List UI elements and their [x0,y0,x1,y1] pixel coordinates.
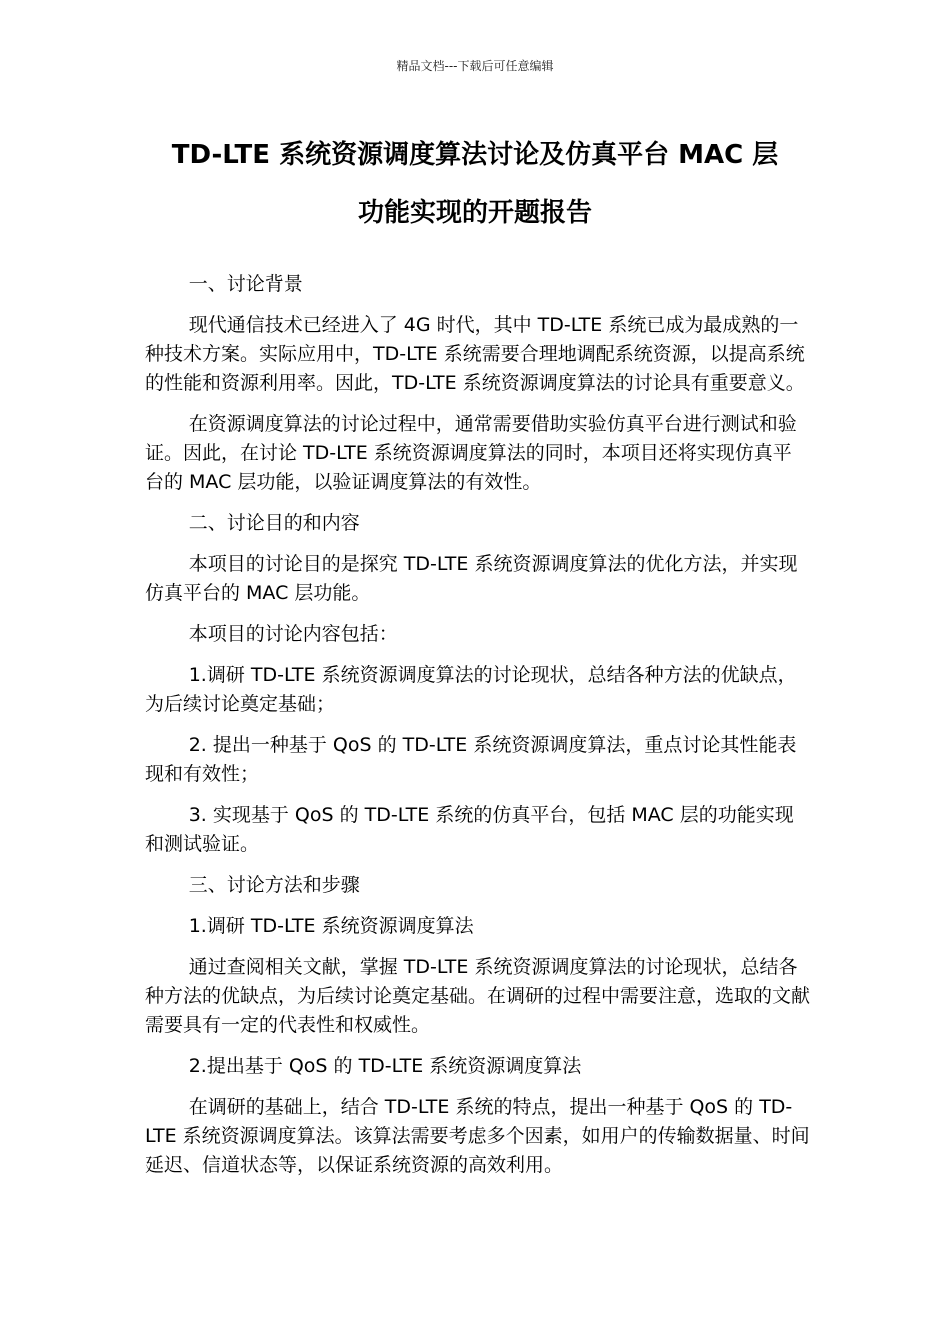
list-item-content-3: 3. 实现基于 QoS 的 TD-LTE 系统的仿真平台，包括 MAC 层的功能实现和测试验证。 [145,804,794,855]
section-heading-goals: 二、讨论目的和内容 [188,512,360,534]
paragraph-step-2: 在调研的基础上，结合 TD-LTE 系统的特点，提出一种基于 QoS 的 TD-LTE 系统资源调度算法。该算法需要考虑多个因素，如用户的传输数据量、时间延迟、信道状态等，以保证系统资源的高效利用。 [145,1096,810,1176]
list-item-content-2: 2. 提出一种基于 QoS 的 TD-LTE 系统资源调度算法，重点讨论其性能表现和有效性； [145,734,797,785]
document-title-line-2: 功能实现的开题报告 [357,198,592,228]
list-item-content-1: 1.调研 TD-LTE 系统资源调度算法的讨论现状，总结各种方法的优缺点，为后续讨论奠定基础； [145,664,797,715]
paragraph-background-1: 现代通信技术已经进入了 4G 时代，其中 TD-LTE 系统已成为最成熟的一种技术方案。实际应用中，TD-LTE 系统需要合理地调配系统资源，以提高系统的性能和资源利用率。因此，TD-LTE 系统资源调度算法的讨论具有重要意义。 [145,314,805,394]
paragraph-background-2: 在资源调度算法的讨论过程中，通常需要借助实验仿真平台进行测试和验证。因此，在讨论 TD-LTE 系统资源调度算法的同时，本项目还将实现仿真平台的 MAC 层功能，以验证调度算法的有效性。 [145,413,797,493]
section-heading-methods: 三、讨论方法和步骤 [188,874,360,896]
subheading-step-1: 1.调研 TD-LTE 系统资源调度算法 [188,915,474,937]
paragraph-step-1: 通过查阅相关文献，掌握 TD-LTE 系统资源调度算法的讨论现状，总结各种方法的优缺点，为后续讨论奠定基础。在调研的过程中需要注意，选取的文献需要具有一定的代表性和权威性。 [145,956,811,1036]
paragraph-content-intro: 本项目的讨论内容包括： [188,623,398,645]
document-body [145,270,810,1192]
subheading-step-2: 2.提出基于 QoS 的 TD-LTE 系统资源调度算法 [188,1055,582,1077]
section-heading-background: 一、讨论背景 [188,273,303,295]
paragraph-goals: 本项目的讨论目的是探究 TD-LTE 系统资源调度算法的优化方法，并实现仿真平台的 MAC 层功能。 [145,553,798,604]
header-note: 精品文档---下载后可任意编辑 [396,59,554,73]
document-title-line-1: TD-LTE 系统资源调度算法讨论及仿真平台 MAC 层 [171,140,779,170]
